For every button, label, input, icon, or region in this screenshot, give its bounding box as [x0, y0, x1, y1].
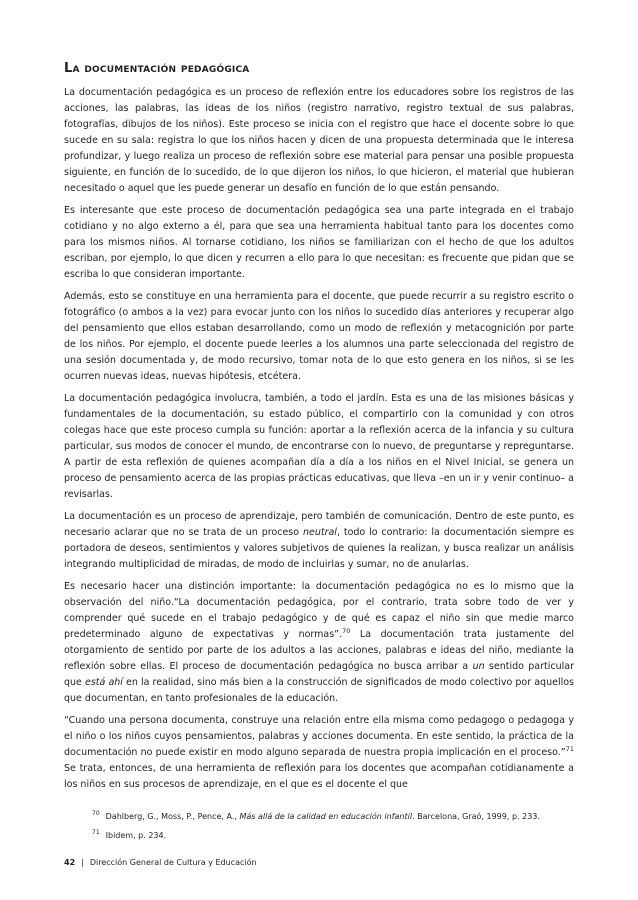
section-heading: La documentación pedagógica — [64, 61, 250, 76]
paragraph-3: Además, esto se constituye en una herramienta para el docente, que puede recurrir a su registro escrito o fotográfico (o ambos a la vez) para evocar junto con los niños lo sucedido días anteriores y recuperar algo del pensamiento que ellos estaban desarrollando, como un modo de reflexión y metacognición por parte de los niños. Por ejemplo, el docente puede leerles a los alumnos una parte seleccionada del registro de una sesión documentada y, de modo recursivo, tomar nota de lo que esto genera en los niños, si se les ocurren nuevas ideas, nuevas hipótesis, etcétera. — [64, 291, 574, 382]
footnote-ref-70[interactable]: 70 — [342, 626, 351, 635]
paragraph-6 — [64, 579, 574, 707]
emphasis-esta-ahi: está ahí — [85, 677, 123, 688]
footnote-ref-71[interactable]: 71 — [565, 744, 574, 753]
emphasis-neutral: neutral — [302, 527, 337, 538]
paragraph-4: La documentación pedagógica involucra, también, a todo el jardín. Esta es una de las misiones básicas y fundamentales de la documentación, su estado público, el compartirlo con la comunidad y con otros colegas hace que este proceso cumpla su función: aportar a la reflexión acerca de la infancia y su cultura particular, sus modos de conocer el mundo, de encontrarse con lo nuevo, de preguntarse y repreguntarse. A partir de esta reflexión de quienes acompañan día a día a los niños en el Nivel Inicial, se genera un proceso de pensamiento acerca de las propias prácticas educativas, que lleva –en un ir y venir continuo– a revisarlas. — [64, 393, 574, 500]
footnote-71 — [92, 829, 572, 842]
paragraph-5 — [64, 509, 574, 573]
paragraph-7-part: “Cuando una persona documenta, construye una relación entre ella misma como pedagogo o pedagoga y el niño o los niños cuyos pensamientos, palabras y acciones documenta. En este sentido, la práctica de la documentación no puede existir en modo alguno separada de nuestra propia implicación en el proceso.” — [64, 715, 574, 758]
paragraph-5-part: , todo lo contrario: la documentación siempre es portadora de deseos, sentimientos y valores subjetivos de quienes la realizan, y busca realizar un análisis integrando multiplicidad de miradas, de modo de incluirlas y sumar, no de anularlas. — [64, 527, 574, 570]
paragraph-2: Es interesante que este proceso de documentación pedagógica sea una parte integrada en el trabajo cotidiano y no algo externo a él, para que sea una herramienta habitual tanto para los docentes como para los mismos niños. Al tornarse cotidiano, los niños se familiarizan con el hecho de que los adultos escriban, por ejemplo, lo que dicen y recurren a ello para lo que necesitan: es frecuente que pidan que se escriba lo que consideran importante. — [64, 205, 574, 280]
paragraph-6-part: Es necesario hacer una distinción importante: la documentación pedagógica no es lo mismo que la observación del niño.“La documentación pedagógica, por el contrario, trata sobre todo de ver y comprender qué sucede en el trabajo pedagógico y de qué es capaz el niño sin que medie marco predeterminado alguno de expectativas y normas”. — [64, 581, 574, 640]
page-number: 42 — [64, 858, 76, 867]
footnote-book-title: Más allá de la calidad en educación infantil — [239, 812, 413, 821]
paragraph-6-part: en la realidad, sino más bien a la construcción de significados de modo colectivo por aquellos que documentan, en tanto profesionales de la educación. — [64, 677, 574, 704]
footnote-text: Dahlberg, G., Moss, P., Pence, A., — [105, 812, 240, 821]
footnote-text: Ibidem, p. 234. — [105, 831, 167, 840]
footnote-text: . Barcelona, Graó, 1999, p. 233. — [412, 812, 540, 821]
footer-separator: | — [81, 858, 84, 867]
emphasis-un: un — [472, 661, 485, 672]
footer-text: Dirección General de Cultura y Educación — [89, 858, 257, 867]
page-body — [64, 60, 574, 799]
paragraph-7 — [64, 713, 574, 793]
paragraph-5-part: La documentación es un proceso de aprendizaje, pero también de comunicación. Dentro de este punto, es necesario aclarar que no se trata de un proceso — [64, 511, 574, 538]
footnote-70 — [92, 810, 572, 823]
footnote-number: 71 — [92, 829, 100, 837]
footnote-number: 70 — [92, 810, 100, 818]
paragraph-6-part: La documentación trata justamente del otorgamiento de sentido por parte de los adultos a las acciones, palabras e ideas del niño, mediante la reflexión sobre ellas. El proceso de documentación pedagógica no busca arribar a — [64, 629, 574, 672]
page-footer — [64, 857, 257, 869]
paragraph-1: La documentación pedagógica es un proceso de reflexión entre los educadores sobre los registros de las acciones, las palabras, las ideas de los niños (registro narrativo, registro textual de sus palabras, fotografías, dibujos de los niños). Este proceso se inicia con el registro que hace el docente sobre lo que sucede en su sala: registra lo que los niños hacen y dicen de una propuesta determinada que le interesa profundizar, y luego realiza un proceso de reflexión sobre ese material para pensar una posible propuesta siguiente, en función de lo sucedido, de lo que dijeron los niños, lo que hicieron, el material que hubieran necesitado o aquel que les puede generar un desafío en función de lo que están pensando. — [64, 87, 574, 194]
footnotes — [92, 810, 572, 848]
paragraph-7-part: Se trata, entonces, de una herramienta de reflexión para los docentes que acompañan cotidianamente a los niños en sus procesos de aprendizaje, en el que es el docente el que — [64, 763, 574, 790]
paragraph-6-part: sentido particular que — [64, 661, 575, 688]
